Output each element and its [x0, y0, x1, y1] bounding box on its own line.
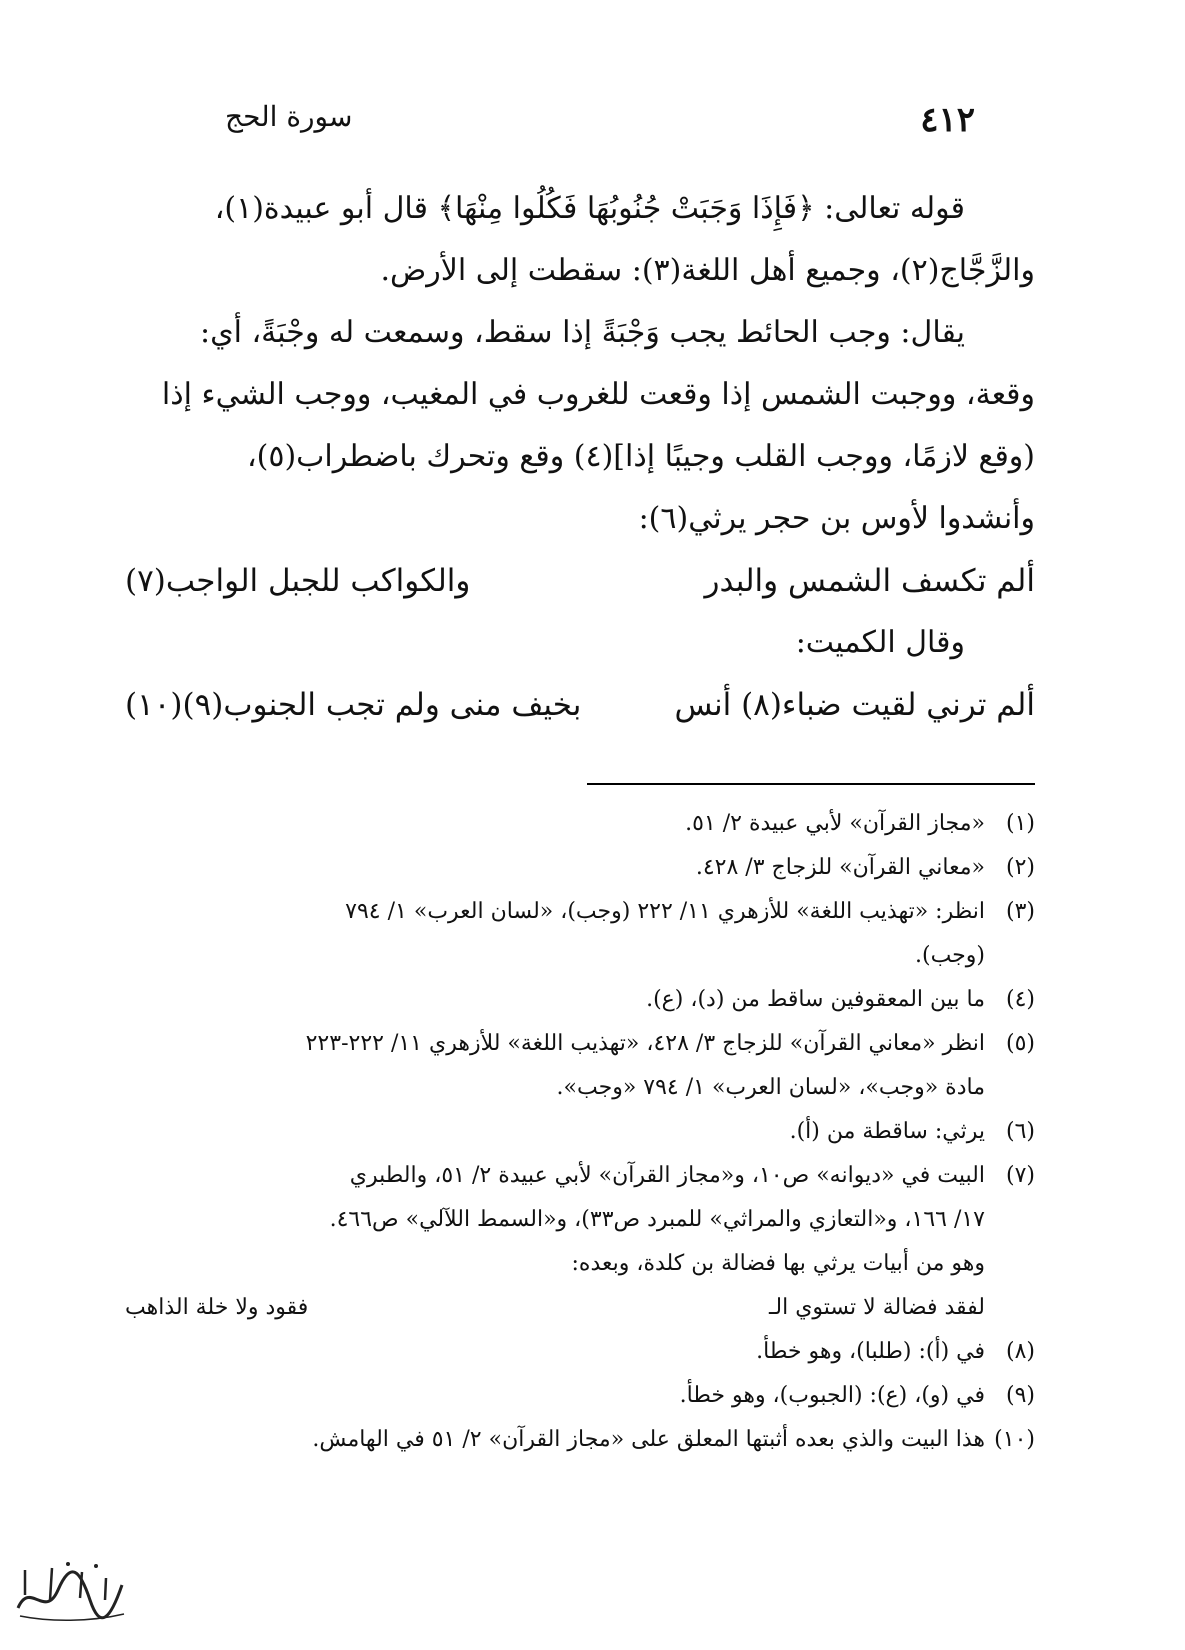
calligraphy-seal-logo: [10, 1550, 130, 1630]
footnote-text: هذا البيت والذي بعده أثبتها المعلق على «مجاز القرآن» ٢/ ٥١ في الهامش.: [312, 1427, 985, 1452]
text-line: وقال الكميت:: [795, 625, 965, 660]
footnote-number: (٦): [1005, 1119, 1035, 1144]
verse-hemistich-first: لفقد فضالة لا تستوي الـ: [768, 1295, 985, 1320]
footnote-text: «مجاز القرآن» لأبي عبيدة ٢/ ٥١.: [685, 811, 985, 836]
running-title: سورة الحج: [225, 100, 353, 133]
verse-hemistich-first: ألم تكسف الشمس والبدر: [704, 563, 1035, 599]
footnote-continuation: (وجب).: [915, 943, 985, 968]
footnote-text: في (أ): (طلبا)، وهو خطأ.: [756, 1339, 985, 1364]
footnote-number: (٥): [1005, 1031, 1035, 1056]
footnote-number: (١٠): [994, 1427, 1035, 1452]
poetry-verse: [125, 674, 1035, 736]
footnote-text: انظر «معاني القرآن» للزجاج ٣/ ٤٢٨، «تهذيب اللغة» للأزهري ١١/ ٢٢٢-٢٢٣: [305, 1031, 985, 1056]
footnote-divider: [587, 783, 1035, 785]
footnote: [125, 802, 1035, 846]
text-line: (وقع لازمًا، ووجب القلب وجيبًا إذا](٤) وقع وتحرك باضطراب(٥)،: [246, 439, 1035, 474]
footnote-text: في (و)، (ع): (الجبوب)، وهو خطأ.: [679, 1383, 985, 1408]
footnote-text: «معاني القرآن» للزجاج ٣/ ٤٢٨.: [695, 855, 985, 880]
footnote-number: (٧): [1005, 1163, 1035, 1188]
footnote-text: ما بين المعقوفين ساقط من (د)، (ع).: [646, 987, 985, 1012]
footnote-continuation: مادة «وجب»، «لسان العرب» ١/ ٧٩٤ «وجب».: [556, 1075, 985, 1100]
text-line: وقعة، ووجبت الشمس إذا وقعت للغروب في المغيب، ووجب الشيء إذا: [161, 377, 1035, 412]
verse-hemistich-second: والكواكب للجبل الواجب(٧): [125, 563, 471, 599]
footnote: [125, 1330, 1035, 1374]
footnote: [125, 1374, 1035, 1418]
footnote-text: البيت في «ديوانه» ص١٠، و«مجاز القرآن» لأبي عبيدة ٢/ ٥١، والطبري: [349, 1163, 985, 1188]
footnotes: [125, 802, 1035, 1462]
footnote-number: (١): [1005, 811, 1035, 836]
footnote: [125, 1154, 1035, 1198]
footnote: [125, 1418, 1035, 1462]
footnote-text: يرثي: ساقطة من (أ).: [789, 1119, 985, 1144]
poetry-verse: [125, 550, 1035, 612]
text-line: قوله تعالى: ﴿فَإِذَا وَجَبَتْ جُنُوبُهَا فَكُلُوا مِنْهَا﴾ قال أبو عبيدة(١)،: [214, 191, 965, 226]
footnote-continuation: ١٧/ ١٦٦، و«التعازي والمراثي» للمبرد ص٣٣)، و«السمط اللآلي» ص٤٦٦.: [329, 1207, 985, 1232]
footnote: [125, 1022, 1035, 1066]
footnote: [125, 1110, 1035, 1154]
main-text: [125, 178, 1035, 736]
footnote-number: (٨): [1005, 1339, 1035, 1364]
footnote-number: (٢): [1005, 855, 1035, 880]
verse-hemistich-second: بخيف منى ولم تجب الجنوب(٩)(١٠): [125, 687, 582, 723]
verse-hemistich-second: فقود ولا خلة الذاهب: [125, 1295, 309, 1320]
text-line: وأنشدوا لأوس بن حجر يرثي(٦):: [638, 501, 1035, 536]
footnote-continuation: وهو من أبيات يرثي بها فضالة بن كلدة، وبعده:: [571, 1251, 985, 1276]
footnote-text: انظر: «تهذيب اللغة» للأزهري ١١/ ٢٢٢ (وجب)، «لسان العرب» ١/ ٧٩٤: [345, 899, 985, 924]
text-line: والزَّجَّاج(٢)، وجميع أهل اللغة(٣): سقطت إلى الأرض.: [380, 253, 1035, 288]
verse-hemistich-first: ألم ترني لقيت ضباء(٨) أنس: [674, 687, 1035, 723]
text-line: يقال: وجب الحائط يجب وَجْبَةً إذا سقط، وسمعت له وجْبَةً، أي:: [200, 315, 965, 350]
footnote: [125, 978, 1035, 1022]
footnote-number: (٤): [1005, 987, 1035, 1012]
footnote: [125, 890, 1035, 934]
footnote-verse: [125, 1286, 985, 1330]
footnote-number: (٩): [1005, 1383, 1035, 1408]
page-number: ٤١٢: [920, 100, 975, 140]
footnote: [125, 846, 1035, 890]
page-header: [200, 100, 975, 140]
footnote-number: (٣): [1005, 899, 1035, 924]
